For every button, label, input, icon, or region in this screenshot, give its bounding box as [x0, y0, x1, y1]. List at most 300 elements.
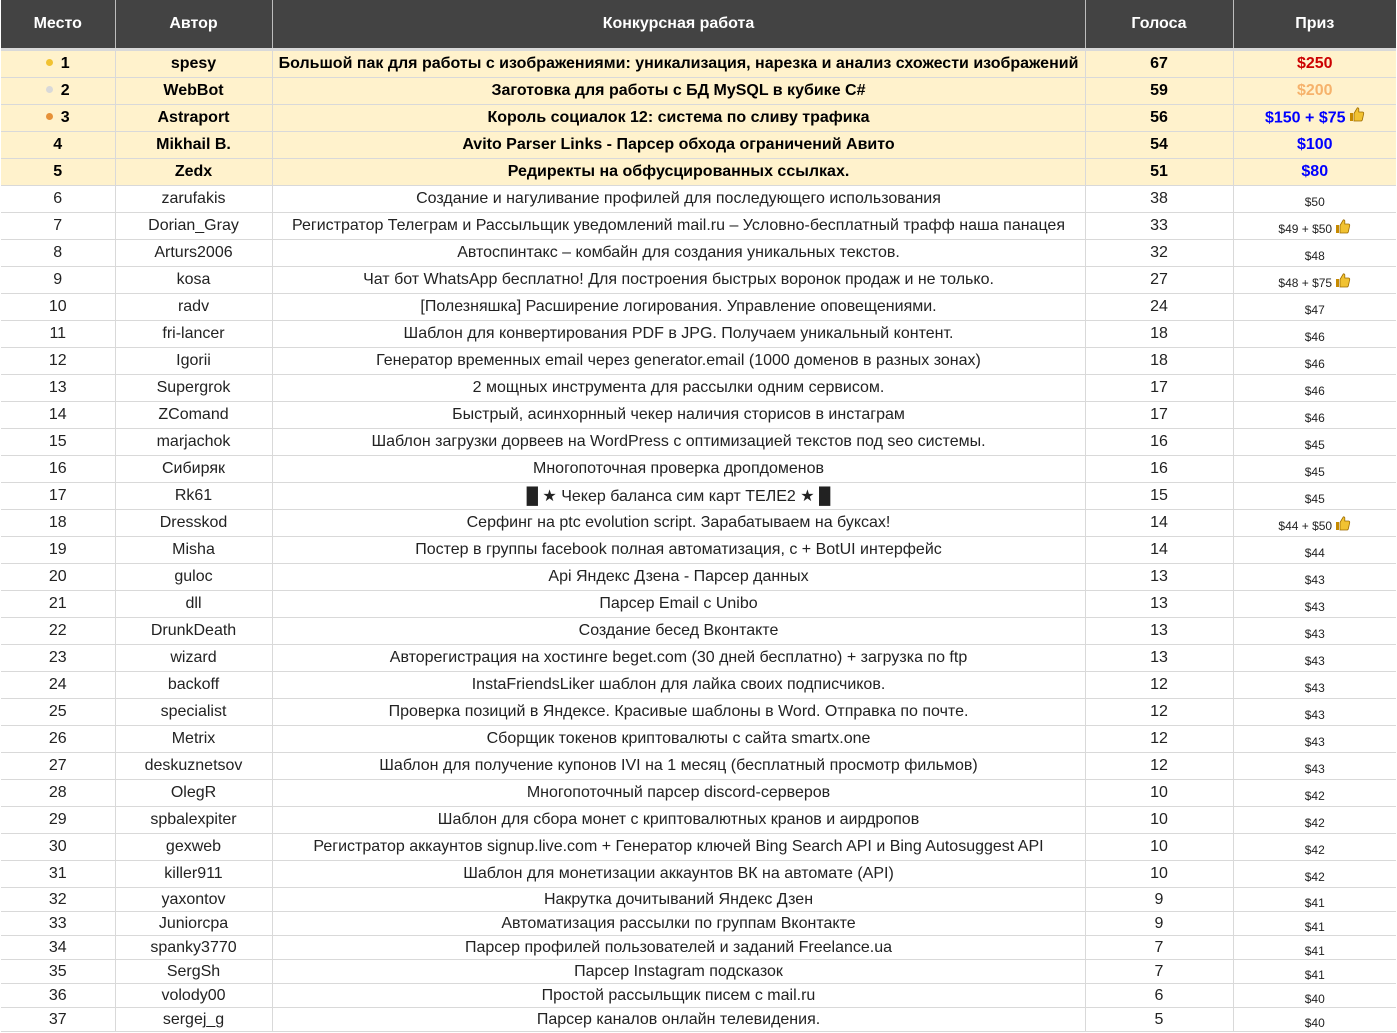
prize-value: $42	[1304, 843, 1325, 857]
prize-value: $43	[1304, 735, 1325, 749]
place-cell	[1, 591, 115, 618]
place-value: 4	[53, 136, 63, 153]
place-value: 33	[48, 914, 67, 932]
place-cell	[1, 186, 115, 213]
place-value: 3	[60, 109, 70, 126]
prize-value: $42	[1304, 789, 1325, 803]
place-value: 28	[48, 784, 67, 801]
place-cell	[1, 888, 115, 912]
work-cell[interactable]: Серфинг на ptc evolution script. Зарабатываем на буксах!	[272, 510, 1085, 537]
prize-cell	[1233, 78, 1396, 105]
votes-cell: 10	[1085, 861, 1233, 888]
work-cell[interactable]: Шаблон для получение купонов IVI на 1 месяц (бесплатный просмотр фильмов)	[272, 753, 1085, 780]
prize-value: $42	[1304, 816, 1325, 830]
prize-value: $41	[1304, 919, 1325, 934]
place-cell	[1, 267, 115, 294]
votes-cell: 7	[1085, 936, 1233, 960]
table-row	[1, 1008, 1396, 1032]
author-cell[interactable]: Dresskod	[115, 510, 272, 537]
place-cell	[1, 483, 115, 510]
place-value: 31	[48, 865, 67, 882]
place-value: 7	[53, 217, 63, 234]
author-cell[interactable]: Mikhail B.	[115, 132, 272, 159]
author-cell[interactable]: killer911	[115, 861, 272, 888]
place-cell	[1, 132, 115, 159]
place-value: 36	[48, 986, 67, 1004]
prize-value: $43	[1304, 573, 1325, 587]
prize-value: $43	[1304, 654, 1325, 668]
place-cell	[1, 375, 115, 402]
table-row	[1, 960, 1396, 984]
place-cell	[1, 861, 115, 888]
author-cell[interactable]: spanky3770	[115, 936, 272, 960]
votes-cell: 38	[1085, 186, 1233, 213]
prize-value: $50	[1304, 195, 1325, 209]
place-cell	[1, 726, 115, 753]
header-row	[1, 0, 1396, 48]
prize-cell	[1233, 726, 1396, 753]
votes-cell: 27	[1085, 267, 1233, 294]
place-cell	[1, 564, 115, 591]
author-cell[interactable]: Metrix	[115, 726, 272, 753]
votes-cell: 15	[1085, 483, 1233, 510]
prize-cell	[1233, 564, 1396, 591]
place-value: 15	[48, 433, 67, 450]
prize-value: $46	[1304, 384, 1325, 398]
place-value: 22	[48, 622, 67, 639]
work-cell[interactable]: Многопоточный парсер discord-серверов	[272, 780, 1085, 807]
votes-cell: 10	[1085, 780, 1233, 807]
results-body	[1, 48, 1396, 1032]
prize-value: $49 + $50	[1278, 222, 1333, 237]
work-cell[interactable]: Шаблон загрузки дорвеев на WordPress с оптимизацией текстов под seo системы.	[272, 429, 1085, 456]
votes-cell: 16	[1085, 456, 1233, 483]
place-value: 19	[48, 541, 67, 558]
prize-cell	[1233, 483, 1396, 510]
place-cell	[1, 645, 115, 672]
work-cell[interactable]: █ ★ Чекер баланса сим карт ТЕЛЕ2 ★ █	[272, 483, 1085, 510]
author-cell[interactable]: Igorii	[115, 348, 272, 375]
work-cell[interactable]: Api Яндекс Дзена - Парсер данных	[272, 564, 1085, 591]
work-cell[interactable]: Автоспинтакс – комбайн для создания уникальных текстов.	[272, 240, 1085, 267]
author-cell[interactable]: kosa	[115, 267, 272, 294]
work-cell[interactable]: Редиректы на обфусцированных ссылках.	[272, 159, 1085, 186]
place-cell	[1, 510, 115, 537]
place-value: 26	[48, 730, 67, 747]
votes-cell: 17	[1085, 402, 1233, 429]
place-cell	[1, 834, 115, 861]
place-value: 35	[48, 962, 67, 980]
prize-value: $43	[1304, 627, 1325, 641]
votes-cell: 32	[1085, 240, 1233, 267]
prize-value: $43	[1304, 600, 1325, 614]
prize-cell	[1233, 105, 1396, 132]
votes-cell: 13	[1085, 591, 1233, 618]
place-cell	[1, 1008, 115, 1032]
table-row	[1, 645, 1396, 672]
prize-cell	[1233, 51, 1396, 78]
table-row	[1, 159, 1396, 186]
place-cell	[1, 321, 115, 348]
work-cell[interactable]: Создание бесед Вконтакте	[272, 618, 1085, 645]
author-cell[interactable]: WebBot	[115, 78, 272, 105]
prize-value: $41	[1304, 895, 1325, 910]
votes-cell: 6	[1085, 984, 1233, 1008]
table-row	[1, 78, 1396, 105]
table-row	[1, 618, 1396, 645]
work-cell[interactable]: Король социалок 12: система по сливу трафика	[272, 105, 1085, 132]
place-value: 1	[60, 55, 70, 72]
prize-value: $42	[1304, 870, 1325, 884]
votes-cell: 9	[1085, 888, 1233, 912]
votes-cell: 13	[1085, 564, 1233, 591]
votes-cell: 33	[1085, 213, 1233, 240]
votes-cell: 67	[1085, 51, 1233, 78]
votes-cell: 59	[1085, 78, 1233, 105]
place-value: 18	[48, 514, 67, 531]
medal-icon	[46, 113, 53, 120]
prize-cell	[1233, 984, 1396, 1008]
votes-cell: 18	[1085, 321, 1233, 348]
place-cell	[1, 699, 115, 726]
author-cell[interactable]: Rk61	[115, 483, 272, 510]
place-value: 10	[48, 298, 67, 315]
prize-cell	[1233, 537, 1396, 564]
author-cell[interactable]: Astraport	[115, 105, 272, 132]
author-cell[interactable]: specialist	[115, 699, 272, 726]
table-row	[1, 132, 1396, 159]
prize-cell	[1233, 960, 1396, 984]
place-value: 14	[48, 406, 67, 423]
place-value: 9	[53, 271, 63, 288]
author-cell[interactable]: ZComand	[115, 402, 272, 429]
author-cell[interactable]: gexweb	[115, 834, 272, 861]
place-cell	[1, 807, 115, 834]
work-cell[interactable]: Сборщик токенов криптовалюты с сайта smartx.one	[272, 726, 1085, 753]
work-cell[interactable]: 2 мощных инструмента для рассылки одним сервисом.	[272, 375, 1085, 402]
prize-value: $46	[1304, 357, 1325, 371]
work-cell[interactable]: Шаблон для сбора монет с криптовалютных кранов и аирдропов	[272, 807, 1085, 834]
prize-cell	[1233, 618, 1396, 645]
medal-icon	[46, 86, 53, 93]
votes-cell: 14	[1085, 510, 1233, 537]
place-cell	[1, 429, 115, 456]
votes-cell: 12	[1085, 699, 1233, 726]
table-row	[1, 348, 1396, 375]
work-cell[interactable]: Парсер каналов онлайн телевидения.	[272, 1008, 1085, 1032]
work-cell[interactable]: Регистратор Телеграм и Рассыльщик уведомлений mail.ru – Условно-бесплатный трафф наша панацея	[272, 213, 1085, 240]
votes-cell: 5	[1085, 1008, 1233, 1032]
work-cell[interactable]: Авторегистрация на хостинге beget.com (30 дней бесплатно) + загрузка по ftp	[272, 645, 1085, 672]
author-cell[interactable]: marjachok	[115, 429, 272, 456]
work-cell[interactable]: Генератор временных email через generator.email (1000 доменов в разных зонах)	[272, 348, 1085, 375]
place-value: 30	[48, 838, 67, 855]
prize-cell	[1233, 834, 1396, 861]
author-cell[interactable]: Juniorcpa	[115, 912, 272, 936]
prize-value: $40	[1304, 991, 1325, 1006]
place-cell	[1, 912, 115, 936]
place-cell	[1, 294, 115, 321]
place-cell	[1, 213, 115, 240]
table-row	[1, 456, 1396, 483]
table-row	[1, 753, 1396, 780]
author-cell[interactable]: zarufakis	[115, 186, 272, 213]
results-table	[1, 0, 1396, 1032]
prize-value: $44 + $50	[1278, 519, 1333, 534]
table-row	[1, 105, 1396, 132]
work-cell[interactable]: Шаблон для конвертирования PDF в JPG. Получаем уникальный контент.	[272, 321, 1085, 348]
table-row	[1, 294, 1396, 321]
work-cell[interactable]: Парсер Email с Unibo	[272, 591, 1085, 618]
place-value: 13	[48, 379, 67, 396]
place-value: 5	[53, 163, 63, 180]
author-cell[interactable]: Zedx	[115, 159, 272, 186]
table-row	[1, 888, 1396, 912]
table-row	[1, 402, 1396, 429]
place-cell	[1, 960, 115, 984]
author-cell[interactable]: yaxontov	[115, 888, 272, 912]
table-row	[1, 672, 1396, 699]
table-row	[1, 807, 1396, 834]
medal-icon	[46, 59, 53, 66]
prize-cell	[1233, 807, 1396, 834]
votes-cell: 14	[1085, 537, 1233, 564]
prize-value: $44	[1304, 546, 1325, 560]
work-cell[interactable]: Avito Parser Links - Парсер обхода ограничений Авито	[272, 132, 1085, 159]
table-row	[1, 861, 1396, 888]
contest-results	[1, 0, 1396, 1032]
header-author[interactable]: Автор	[115, 0, 272, 48]
prize-cell	[1233, 753, 1396, 780]
work-cell[interactable]: InstaFriendsLiker шаблон для лайка своих подписчиков.	[272, 672, 1085, 699]
prize-value: $48 + $75	[1278, 276, 1333, 291]
thumbs-up-icon	[1335, 515, 1351, 536]
place-value: 21	[48, 595, 67, 612]
votes-cell: 17	[1085, 375, 1233, 402]
header-prize[interactable]: Приз	[1233, 0, 1396, 48]
work-cell[interactable]: Чат бот WhatsApp бесплатно! Для построения быстрых воронок продаж и не только.	[272, 267, 1085, 294]
place-cell	[1, 936, 115, 960]
author-cell[interactable]: Misha	[115, 537, 272, 564]
place-cell	[1, 240, 115, 267]
prize-value: $200	[1296, 82, 1333, 99]
votes-cell: 9	[1085, 912, 1233, 936]
work-cell[interactable]: Большой пак для работы с изображениями: уникализация, нарезка и анализ схожести изображений	[272, 51, 1085, 78]
table-row	[1, 186, 1396, 213]
place-value: 11	[49, 325, 67, 342]
place-value: 20	[48, 568, 67, 585]
author-cell[interactable]: deskuznetsov	[115, 753, 272, 780]
header-votes[interactable]: Голоса	[1085, 0, 1233, 48]
work-cell[interactable]: Автоматизация рассылки по группам Вконтакте	[272, 912, 1085, 936]
work-cell[interactable]: Постер в группы facebook полная автоматизация, с + BotUI интерфейс	[272, 537, 1085, 564]
votes-cell: 10	[1085, 807, 1233, 834]
prize-value: $100	[1296, 136, 1333, 153]
table-row	[1, 537, 1396, 564]
work-cell[interactable]: Накрутка дочитываний Яндекс Дзен	[272, 888, 1085, 912]
place-value: 37	[48, 1010, 67, 1028]
place-value: 16	[48, 460, 67, 477]
table-row	[1, 936, 1396, 960]
place-cell	[1, 672, 115, 699]
place-value: 17	[48, 487, 67, 504]
header-work[interactable]: Конкурсная работа	[272, 0, 1085, 48]
place-cell	[1, 780, 115, 807]
prize-value: $41	[1304, 967, 1325, 982]
table-row	[1, 240, 1396, 267]
prize-value: $43	[1304, 762, 1325, 776]
table-row	[1, 429, 1396, 456]
work-cell[interactable]: Парсер Instagram подсказок	[272, 960, 1085, 984]
table-row	[1, 699, 1396, 726]
table-row	[1, 780, 1396, 807]
place-value: 2	[60, 82, 70, 99]
place-cell	[1, 348, 115, 375]
author-cell[interactable]: Dorian_Gray	[115, 213, 272, 240]
prize-cell	[1233, 213, 1396, 240]
prize-cell	[1233, 186, 1396, 213]
work-cell[interactable]: Простой рассыльщик писем с mail.ru	[272, 984, 1085, 1008]
place-value: 6	[53, 190, 63, 207]
place-value: 25	[48, 703, 67, 720]
place-cell	[1, 105, 115, 132]
votes-cell: 12	[1085, 753, 1233, 780]
table-row	[1, 51, 1396, 78]
author-cell[interactable]: spesy	[115, 51, 272, 78]
author-cell[interactable]: volody00	[115, 984, 272, 1008]
votes-cell: 12	[1085, 726, 1233, 753]
prize-cell	[1233, 240, 1396, 267]
prize-cell	[1233, 267, 1396, 294]
author-cell[interactable]: wizard	[115, 645, 272, 672]
author-cell[interactable]: SergSh	[115, 960, 272, 984]
prize-cell	[1233, 510, 1396, 537]
table-row	[1, 834, 1396, 861]
prize-value: $48	[1304, 249, 1325, 263]
prize-cell	[1233, 348, 1396, 375]
prize-cell	[1233, 321, 1396, 348]
prize-cell	[1233, 936, 1396, 960]
author-cell[interactable]: fri-lancer	[115, 321, 272, 348]
prize-cell	[1233, 429, 1396, 456]
place-cell	[1, 402, 115, 429]
place-value: 24	[48, 676, 67, 693]
thumbs-up-icon	[1335, 218, 1351, 239]
table-row	[1, 375, 1396, 402]
author-cell[interactable]: OlegR	[115, 780, 272, 807]
work-cell[interactable]: Парсер профилей пользователей и заданий Freelance.ua	[272, 936, 1085, 960]
votes-cell: 12	[1085, 672, 1233, 699]
place-value: 12	[48, 352, 67, 369]
author-cell[interactable]: Supergrok	[115, 375, 272, 402]
prize-value: $80	[1301, 163, 1329, 180]
place-value: 27	[48, 757, 67, 774]
table-row	[1, 726, 1396, 753]
author-cell[interactable]: Сибиряк	[115, 456, 272, 483]
author-cell[interactable]: Arturs2006	[115, 240, 272, 267]
prize-value: $150 + $75	[1264, 109, 1346, 127]
table-row	[1, 564, 1396, 591]
work-cell[interactable]: Шаблон для монетизации аккаунтов ВК на автомате (API)	[272, 861, 1085, 888]
votes-cell: 54	[1085, 132, 1233, 159]
place-cell	[1, 78, 115, 105]
thumbs-up-icon	[1349, 106, 1365, 127]
votes-cell: 16	[1085, 429, 1233, 456]
prize-value: $45	[1304, 492, 1325, 506]
place-cell	[1, 456, 115, 483]
prize-cell	[1233, 1008, 1396, 1032]
table-row	[1, 912, 1396, 936]
header-place[interactable]: Место	[1, 0, 115, 48]
thumbs-up-icon	[1335, 272, 1351, 293]
table-row	[1, 267, 1396, 294]
prize-value: $41	[1304, 943, 1325, 958]
prize-value: $46	[1304, 330, 1325, 344]
prize-value: $43	[1304, 708, 1325, 722]
author-cell[interactable]: guloc	[115, 564, 272, 591]
author-cell[interactable]: sergej_g	[115, 1008, 272, 1032]
prize-value: $43	[1304, 681, 1325, 695]
author-cell[interactable]: spbalexpiter	[115, 807, 272, 834]
place-cell	[1, 537, 115, 564]
author-cell[interactable]: dll	[115, 591, 272, 618]
table-row	[1, 483, 1396, 510]
votes-cell: 24	[1085, 294, 1233, 321]
votes-cell: 7	[1085, 960, 1233, 984]
table-row	[1, 591, 1396, 618]
prize-cell	[1233, 132, 1396, 159]
work-cell[interactable]: Заготовка для работы с БД MySQL в кубике C#	[272, 78, 1085, 105]
prize-cell	[1233, 672, 1396, 699]
prize-value: $45	[1304, 465, 1325, 479]
work-cell[interactable]: Регистратор аккаунтов signup.live.com + Генератор ключей Bing Search API и Bing Autosuggest API	[272, 834, 1085, 861]
work-cell[interactable]: [Полезняшка] Расширение логирования. Управление оповещениями.	[272, 294, 1085, 321]
work-cell[interactable]: Многопоточная проверка дропдоменов	[272, 456, 1085, 483]
work-cell[interactable]: Быстрый, асинхорнный чекер наличия сторисов в инстаграм	[272, 402, 1085, 429]
prize-cell	[1233, 645, 1396, 672]
votes-cell: 13	[1085, 618, 1233, 645]
work-cell[interactable]: Проверка позиций в Яндексе. Красивые шаблоны в Word. Отправка по почте.	[272, 699, 1085, 726]
place-cell	[1, 618, 115, 645]
author-cell[interactable]: DrunkDeath	[115, 618, 272, 645]
prize-cell	[1233, 402, 1396, 429]
place-cell	[1, 159, 115, 186]
place-cell	[1, 51, 115, 78]
votes-cell: 18	[1085, 348, 1233, 375]
author-cell[interactable]: radv	[115, 294, 272, 321]
prize-cell	[1233, 159, 1396, 186]
prize-value: $46	[1304, 411, 1325, 425]
author-cell[interactable]: backoff	[115, 672, 272, 699]
place-value: 8	[53, 244, 63, 261]
place-value: 34	[48, 938, 67, 956]
place-value: 32	[48, 890, 67, 908]
place-cell	[1, 984, 115, 1008]
votes-cell: 56	[1085, 105, 1233, 132]
prize-cell	[1233, 888, 1396, 912]
votes-cell: 13	[1085, 645, 1233, 672]
prize-cell	[1233, 912, 1396, 936]
prize-value: $47	[1304, 303, 1325, 317]
prize-cell	[1233, 861, 1396, 888]
work-cell[interactable]: Создание и нагуливание профилей для последующего использования	[272, 186, 1085, 213]
prize-cell	[1233, 780, 1396, 807]
prize-value: $40	[1304, 1015, 1325, 1030]
place-value: 23	[48, 649, 67, 666]
table-row	[1, 510, 1396, 537]
votes-cell: 10	[1085, 834, 1233, 861]
prize-cell	[1233, 294, 1396, 321]
